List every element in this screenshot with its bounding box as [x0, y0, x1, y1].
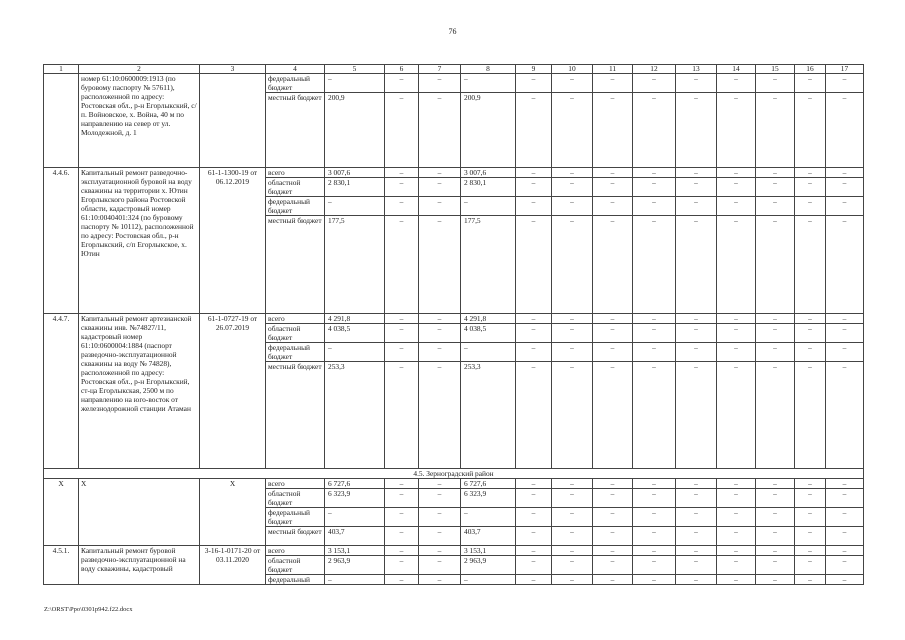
budget-table [43, 64, 864, 585]
value-cell: – [419, 546, 461, 556]
value-cell: – [826, 556, 864, 575]
value-cell: – [676, 197, 717, 216]
value-cell: – [826, 343, 864, 362]
table-row [44, 546, 864, 556]
value-cell: – [419, 168, 461, 178]
value-cell: – [593, 546, 633, 556]
column-number: 7 [419, 65, 461, 74]
value-cell: – [516, 314, 552, 324]
value-cell: – [419, 197, 461, 216]
item-number-cell: 4.4.7. [44, 314, 79, 469]
value-cell: – [552, 168, 593, 178]
funding-source-cell: федеральный бюджет [266, 197, 325, 216]
value-cell: – [516, 178, 552, 197]
funding-source-cell: всего [266, 546, 325, 556]
value-cell: – [826, 508, 864, 527]
value-cell: – [795, 489, 826, 508]
value-cell: – [593, 168, 633, 178]
value-cell: – [516, 546, 552, 556]
value-cell: – [676, 324, 717, 343]
value-cell: – [552, 324, 593, 343]
value-cell: 3 007,6 [461, 168, 516, 178]
value-cell: – [419, 479, 461, 489]
value-cell: – [419, 489, 461, 508]
column-number: 5 [325, 65, 385, 74]
value-cell: – [756, 546, 795, 556]
value-cell: – [419, 556, 461, 575]
value-cell: 4 038,5 [461, 324, 516, 343]
funding-source-cell: местный бюджет [266, 362, 325, 469]
value-cell: – [516, 93, 552, 168]
value-cell: – [826, 324, 864, 343]
value-cell: – [826, 527, 864, 546]
value-cell: – [826, 575, 864, 585]
value-cell: – [516, 168, 552, 178]
column-number: 4 [266, 65, 325, 74]
value-cell: – [552, 489, 593, 508]
value-cell: – [676, 546, 717, 556]
column-number: 1 [44, 65, 79, 74]
value-cell: 253,3 [325, 362, 385, 469]
value-cell: – [826, 168, 864, 178]
funding-source-cell: областной бюджет [266, 324, 325, 343]
description-cell: Капитальный ремонт артезианской скважины инв. №74827/11, кадастровый номер 61:10:0600004:1884 (паспорт разведочно-эксплуатационной скважины на воду № 74828), расположенной по адресу: Ростовская обл., р-н Егорлыкский, ст-ца Егорлыкская, 2500 м по направлению на юго-восток от железнодорожной станции Атаман [79, 314, 200, 469]
document-cell: 61-1-0727-19 от 26.07.2019 [200, 314, 266, 469]
value-cell: – [419, 74, 461, 93]
column-number: 8 [461, 65, 516, 74]
column-number: 17 [826, 65, 864, 74]
value-cell: – [795, 343, 826, 362]
value-cell: – [756, 343, 795, 362]
value-cell: – [795, 178, 826, 197]
value-cell: – [756, 527, 795, 546]
column-number: 12 [633, 65, 676, 74]
value-cell: – [552, 314, 593, 324]
value-cell: – [826, 93, 864, 168]
value-cell: – [593, 93, 633, 168]
table-row [44, 74, 864, 93]
value-cell: – [385, 74, 419, 93]
value-cell: – [756, 362, 795, 469]
value-cell: – [826, 197, 864, 216]
table-row [44, 479, 864, 489]
value-cell: – [552, 178, 593, 197]
funding-source-cell: федеральный бюджет [266, 508, 325, 527]
funding-source-cell: местный бюджет [266, 216, 325, 314]
value-cell: – [717, 216, 756, 314]
funding-source-cell: областной бюджет [266, 556, 325, 575]
value-cell: 2 963,9 [325, 556, 385, 575]
value-cell: – [419, 362, 461, 469]
column-number: 11 [593, 65, 633, 74]
column-number: 14 [717, 65, 756, 74]
value-cell: – [419, 575, 461, 585]
value-cell: – [717, 324, 756, 343]
table-row [44, 314, 864, 324]
value-cell: – [795, 74, 826, 93]
value-cell: 177,5 [325, 216, 385, 314]
document-cell: 61-1-1300-19 от 06.12.2019 [200, 168, 266, 314]
value-cell: – [756, 508, 795, 527]
value-cell: – [756, 479, 795, 489]
value-cell: – [717, 575, 756, 585]
column-number: 3 [200, 65, 266, 74]
value-cell: – [385, 343, 419, 362]
value-cell: – [593, 575, 633, 585]
item-number-cell: 4.4.6. [44, 168, 79, 314]
value-cell: 2 963,9 [461, 556, 516, 575]
column-number-header [44, 65, 864, 74]
value-cell: – [717, 168, 756, 178]
value-cell: – [756, 74, 795, 93]
value-cell: – [325, 343, 385, 362]
value-cell: – [676, 93, 717, 168]
footer-file-path: Z:\ORST\Ppo\0301p942.f22.docx [44, 606, 133, 613]
value-cell: – [385, 489, 419, 508]
document-cell: 3-16-1-0171-20 от 03.11.2020 [200, 546, 266, 585]
section-row [44, 469, 864, 479]
value-cell: – [419, 527, 461, 546]
value-cell: – [756, 216, 795, 314]
funding-source-cell: областной бюджет [266, 178, 325, 197]
value-cell: – [516, 508, 552, 527]
value-cell: – [795, 324, 826, 343]
value-cell: – [676, 178, 717, 197]
value-cell: 2 830,1 [461, 178, 516, 197]
value-cell: – [676, 489, 717, 508]
value-cell: 403,7 [325, 527, 385, 546]
value-cell: – [385, 508, 419, 527]
section-title: 4.5. Зерноградский район [44, 469, 864, 479]
value-cell: 177,5 [461, 216, 516, 314]
value-cell: – [593, 343, 633, 362]
value-cell: – [461, 197, 516, 216]
value-cell: – [717, 546, 756, 556]
value-cell: – [676, 314, 717, 324]
value-cell: – [552, 575, 593, 585]
funding-source-cell: всего [266, 168, 325, 178]
value-cell: – [676, 479, 717, 489]
funding-source-cell: федеральный бюджет [266, 74, 325, 93]
column-number: 9 [516, 65, 552, 74]
table-row [44, 168, 864, 178]
value-cell: – [419, 343, 461, 362]
value-cell: – [461, 343, 516, 362]
value-cell: – [795, 314, 826, 324]
column-number: 13 [676, 65, 717, 74]
funding-source-cell: областной бюджет [266, 489, 325, 508]
value-cell: – [795, 362, 826, 469]
value-cell: – [385, 479, 419, 489]
value-cell: – [826, 546, 864, 556]
value-cell: – [826, 314, 864, 324]
value-cell: – [552, 197, 593, 216]
value-cell: – [826, 489, 864, 508]
value-cell: – [676, 216, 717, 314]
value-cell: – [676, 74, 717, 93]
value-cell: – [676, 575, 717, 585]
value-cell: – [717, 489, 756, 508]
value-cell: – [593, 197, 633, 216]
column-number: 16 [795, 65, 826, 74]
value-cell: – [419, 324, 461, 343]
value-cell: – [552, 216, 593, 314]
value-cell: – [795, 479, 826, 489]
value-cell: – [676, 556, 717, 575]
value-cell: – [795, 168, 826, 178]
value-cell: – [676, 362, 717, 469]
value-cell: – [385, 362, 419, 469]
value-cell: – [795, 93, 826, 168]
value-cell: – [756, 575, 795, 585]
value-cell: – [826, 216, 864, 314]
value-cell: 4 291,8 [461, 314, 516, 324]
value-cell: 3 007,6 [325, 168, 385, 178]
value-cell: – [325, 74, 385, 93]
value-cell: – [633, 575, 676, 585]
value-cell: 6 727,6 [325, 479, 385, 489]
column-number: 10 [552, 65, 593, 74]
value-cell: 3 153,1 [461, 546, 516, 556]
value-cell: – [385, 546, 419, 556]
value-cell: – [756, 178, 795, 197]
value-cell: – [826, 74, 864, 93]
funding-source-cell: местный бюджет [266, 527, 325, 546]
value-cell: – [756, 314, 795, 324]
column-number: 6 [385, 65, 419, 74]
value-cell: – [516, 489, 552, 508]
value-cell: – [419, 178, 461, 197]
value-cell: – [633, 546, 676, 556]
value-cell: – [795, 546, 826, 556]
value-cell: – [756, 168, 795, 178]
value-cell: – [593, 74, 633, 93]
value-cell: – [325, 575, 385, 585]
value-cell: – [461, 74, 516, 93]
value-cell: – [593, 216, 633, 314]
value-cell: – [795, 527, 826, 546]
value-cell: – [717, 556, 756, 575]
value-cell: 3 153,1 [325, 546, 385, 556]
value-cell: – [516, 324, 552, 343]
funding-source-cell: всего [266, 314, 325, 324]
value-cell: – [593, 178, 633, 197]
value-cell: – [593, 362, 633, 469]
page-number: 76 [448, 27, 457, 36]
value-cell: – [756, 489, 795, 508]
value-cell: – [717, 314, 756, 324]
value-cell: – [385, 527, 419, 546]
value-cell: – [516, 343, 552, 362]
value-cell: 6 323,9 [325, 489, 385, 508]
value-cell: – [717, 362, 756, 469]
value-cell: – [385, 324, 419, 343]
value-cell: – [516, 362, 552, 469]
item-number-cell: X [44, 479, 79, 546]
value-cell: – [795, 575, 826, 585]
value-cell: – [552, 93, 593, 168]
value-cell: – [593, 479, 633, 489]
value-cell: – [826, 362, 864, 469]
column-number: 15 [756, 65, 795, 74]
value-cell: – [633, 197, 676, 216]
value-cell: – [717, 343, 756, 362]
value-cell: – [633, 178, 676, 197]
value-cell: – [593, 508, 633, 527]
value-cell: 200,9 [325, 93, 385, 168]
value-cell: – [385, 216, 419, 314]
column-number: 2 [79, 65, 200, 74]
value-cell: – [676, 527, 717, 546]
value-cell: – [633, 314, 676, 324]
value-cell: – [385, 93, 419, 168]
document-cell [200, 74, 266, 168]
value-cell: – [717, 178, 756, 197]
value-cell: – [717, 527, 756, 546]
value-cell: – [795, 556, 826, 575]
value-cell: – [633, 93, 676, 168]
value-cell: – [826, 178, 864, 197]
value-cell: – [795, 216, 826, 314]
value-cell: – [795, 197, 826, 216]
value-cell: – [756, 93, 795, 168]
value-cell: – [552, 74, 593, 93]
description-cell: номер 61:10:0600009:1913 (по буровому паспорту № 57611), расположенной по адресу: Ростовская обл., р-н Егорлыкский, с/п. Войновское, х. Война, 40 м по направлению на север от ул. Молодежной, д. 1 [79, 74, 200, 168]
value-cell: 200,9 [461, 93, 516, 168]
value-cell: – [552, 479, 593, 489]
value-cell: – [633, 489, 676, 508]
value-cell: – [593, 527, 633, 546]
value-cell: – [593, 556, 633, 575]
value-cell: 6 727,6 [461, 479, 516, 489]
value-cell: – [826, 479, 864, 489]
value-cell: – [633, 216, 676, 314]
value-cell: – [795, 508, 826, 527]
value-cell: – [717, 93, 756, 168]
value-cell: – [516, 479, 552, 489]
value-cell: – [461, 575, 516, 585]
document-cell: X [200, 479, 266, 546]
funding-source-cell: федеральный [266, 575, 325, 585]
value-cell: – [633, 527, 676, 546]
value-cell: 403,7 [461, 527, 516, 546]
value-cell: – [325, 197, 385, 216]
value-cell: – [756, 197, 795, 216]
value-cell: – [516, 74, 552, 93]
value-cell: – [676, 508, 717, 527]
value-cell: – [385, 197, 419, 216]
value-cell: – [593, 489, 633, 508]
value-cell: – [516, 575, 552, 585]
value-cell: 253,3 [461, 362, 516, 469]
value-cell: – [516, 556, 552, 575]
value-cell: – [419, 314, 461, 324]
description-cell: X [79, 479, 200, 546]
value-cell: – [325, 508, 385, 527]
value-cell: – [633, 343, 676, 362]
value-cell: – [552, 546, 593, 556]
value-cell: – [419, 216, 461, 314]
value-cell: – [633, 362, 676, 469]
value-cell: – [552, 527, 593, 546]
value-cell: 6 323,9 [461, 489, 516, 508]
value-cell: – [552, 362, 593, 469]
value-cell: – [717, 479, 756, 489]
value-cell: – [385, 556, 419, 575]
value-cell: – [756, 556, 795, 575]
value-cell: – [717, 74, 756, 93]
value-cell: – [676, 168, 717, 178]
value-cell: – [593, 324, 633, 343]
value-cell: – [633, 74, 676, 93]
funding-source-cell: местный бюджет [266, 93, 325, 168]
value-cell: – [552, 556, 593, 575]
value-cell: – [633, 508, 676, 527]
value-cell: – [552, 508, 593, 527]
value-cell: – [419, 508, 461, 527]
value-cell: – [516, 197, 552, 216]
funding-source-cell: федеральный бюджет [266, 343, 325, 362]
funding-source-cell: всего [266, 479, 325, 489]
value-cell: – [385, 575, 419, 585]
value-cell: 2 830,1 [325, 178, 385, 197]
value-cell: – [516, 216, 552, 314]
item-number-cell [44, 74, 79, 168]
value-cell: – [717, 508, 756, 527]
value-cell: – [516, 527, 552, 546]
item-number-cell: 4.5.1. [44, 546, 79, 585]
description-cell: Капитальный ремонт разведочно-эксплуатационной буровой на воду скважины на территории х. Ютин Егорлыкского района Ростовской области, кадастровый номер 61:10:0040401:324 (по буровому паспорту № 10112), расположенной по адресу: Ростовская обл., р-н Егорлыкский, с/п Егорлыкское, х. Ютин [79, 168, 200, 314]
value-cell: – [593, 314, 633, 324]
value-cell: – [385, 314, 419, 324]
value-cell: – [419, 93, 461, 168]
value-cell: – [633, 479, 676, 489]
value-cell: – [385, 168, 419, 178]
value-cell: – [461, 508, 516, 527]
value-cell: – [717, 197, 756, 216]
value-cell: – [633, 324, 676, 343]
description-cell: Капитальный ремонт буровой разведочно-эксплуатационной на воду скважины, кадастровый [79, 546, 200, 585]
value-cell: 4 291,8 [325, 314, 385, 324]
value-cell: 4 038,5 [325, 324, 385, 343]
value-cell: – [633, 556, 676, 575]
value-cell: – [633, 168, 676, 178]
value-cell: – [756, 324, 795, 343]
value-cell: – [552, 343, 593, 362]
value-cell: – [676, 343, 717, 362]
value-cell: – [385, 178, 419, 197]
